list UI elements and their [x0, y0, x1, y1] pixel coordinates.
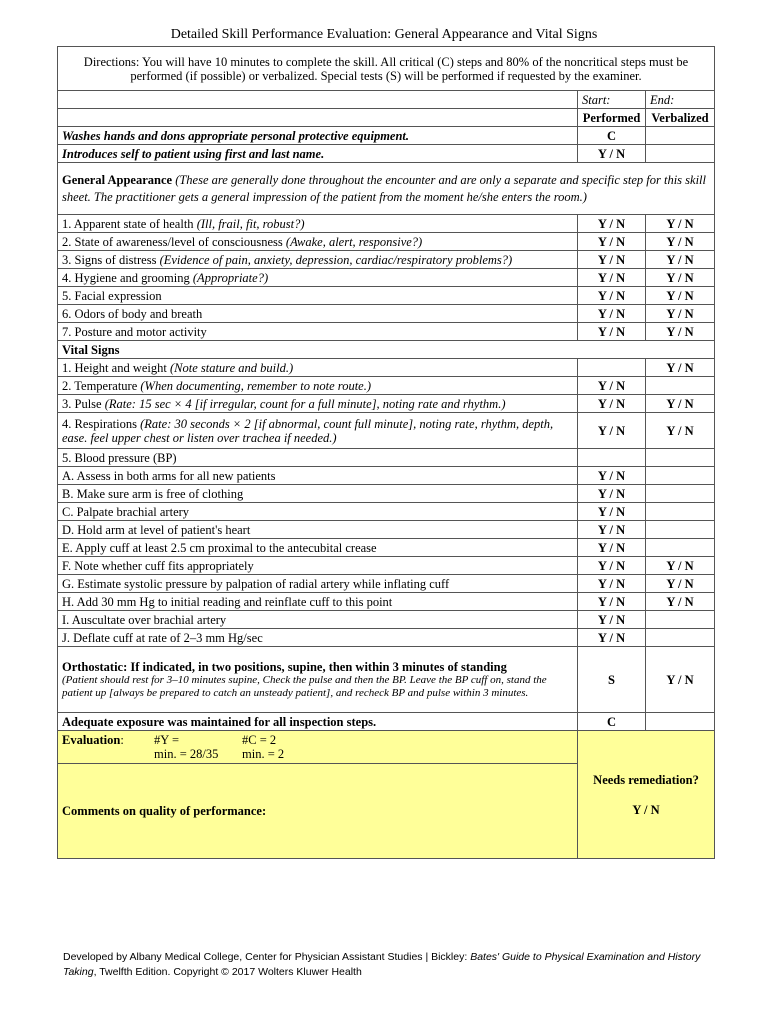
item-cell: [58, 413, 578, 449]
performed-cell: Y / N: [578, 269, 646, 287]
performed-cell: Y / N: [578, 503, 646, 521]
item-row: [58, 395, 715, 413]
item-cell: [58, 269, 578, 287]
verbalized-cell: [646, 629, 715, 647]
item-row: [58, 233, 715, 251]
verbalized-cell: Y / N: [646, 251, 715, 269]
verbalized-cell: Y / N: [646, 575, 715, 593]
item-cell: [58, 395, 578, 413]
verbalized-cell: Y / N: [646, 359, 715, 377]
item-text: F. Note whether cuff fits appropriately: [62, 558, 254, 573]
item-note: (Appropriate?): [192, 270, 269, 285]
performed-cell: Y / N: [578, 215, 646, 233]
item-text: 6. Odors of body and breath: [62, 306, 203, 321]
item-text: E. Apply cuff at least 2.5 cm proximal to the antecubital crease: [62, 540, 377, 555]
verbalized-cell: [646, 713, 715, 731]
verbalized-cell: Y / N: [646, 395, 715, 413]
end-label: End:: [646, 91, 715, 109]
verbalized-cell: [646, 485, 715, 503]
verbalized-cell: Y / N: [646, 287, 715, 305]
general-appearance-header-row: [58, 163, 715, 215]
item-note: (Rate: 30 seconds × 2 [if abnormal, count full minute], noting rate, rhythm, depth, ease. feel upper chest or listen over trachea if needed.): [62, 416, 554, 445]
item-row: [58, 575, 715, 593]
verbalized-cell: Y / N: [646, 413, 715, 449]
exposure-text: Adequate exposure was maintained for all inspection steps.: [58, 713, 578, 731]
verbalized-cell: [646, 521, 715, 539]
item-text: 1. Apparent state of health: [62, 216, 197, 231]
item-cell: [58, 305, 578, 323]
performed-cell: C: [578, 713, 646, 731]
footer-book-title: Bates' Guide to Physical Examination and History Taking: [63, 951, 701, 978]
item-cell: [58, 539, 578, 557]
evaluation-table: [57, 46, 715, 859]
item-note: (Rate: 15 sec × 4 [if irregular, count for a full minute], noting rate and rhythm.): [104, 396, 506, 411]
performed-cell: Y / N: [578, 233, 646, 251]
verbalized-cell: [646, 503, 715, 521]
verbalized-cell: Y / N: [646, 305, 715, 323]
general-appearance-note: (These are generally done throughout the encounter and are only a separate and specific step for this skill sheet. The practitioner gets a general impression of the patient from the moment he/she enters the room.): [62, 172, 706, 204]
vital-signs-heading: Vital Signs: [58, 341, 715, 359]
performed-cell: Y / N: [578, 251, 646, 269]
item-row: [58, 611, 715, 629]
intro-text: Introduces self to patient using first and last name.: [58, 145, 578, 163]
verbalized-cell: [646, 127, 715, 145]
item-text: B. Make sure arm is free of clothing: [62, 486, 244, 501]
evaluation-label: Evaluation: [62, 733, 121, 747]
column-header-row: [58, 109, 715, 127]
remediation-cell: [578, 731, 715, 859]
item-cell: [58, 215, 578, 233]
item-row: [58, 485, 715, 503]
item-row: [58, 521, 715, 539]
performed-cell: Y / N: [578, 611, 646, 629]
verbalized-header: Verbalized: [646, 109, 715, 127]
performed-cell: Y / N: [578, 485, 646, 503]
item-text: I. Auscultate over brachial artery: [62, 612, 227, 627]
start-label: Start:: [578, 91, 646, 109]
item-text: 5. Facial expression: [62, 288, 162, 303]
performed-cell: Y / N: [578, 557, 646, 575]
intro-row: [58, 145, 715, 163]
item-text: D. Hold arm at level of patient's heart: [62, 522, 251, 537]
item-cell: [58, 575, 578, 593]
item-row: [58, 287, 715, 305]
c-min: min. = 2: [242, 747, 285, 761]
item-row: [58, 377, 715, 395]
item-row: [58, 305, 715, 323]
evaluation-cell: [58, 731, 578, 764]
item-note: (Note stature and build.): [169, 360, 294, 375]
performed-cell: C: [578, 127, 646, 145]
verbalized-cell: Y / N: [646, 233, 715, 251]
evaluation-colon: :: [120, 733, 124, 747]
item-text: 7. Posture and motor activity: [62, 324, 207, 339]
intro-row: [58, 127, 715, 145]
item-row: [58, 467, 715, 485]
y-count: #Y =: [154, 733, 179, 747]
exposure-row: [58, 713, 715, 731]
verbalized-cell: Y / N: [646, 593, 715, 611]
item-row: [58, 593, 715, 611]
evaluation-row: [58, 731, 715, 764]
item-note: (Evidence of pain, anxiety, depression, cardiac/respiratory problems?): [159, 252, 513, 267]
performed-cell: Y / N: [578, 377, 646, 395]
item-cell: [58, 485, 578, 503]
performed-cell: Y / N: [578, 593, 646, 611]
y-min: min. = 28/35: [154, 747, 219, 761]
item-cell: [58, 323, 578, 341]
verbalized-cell: [646, 611, 715, 629]
orthostatic-heading: Orthostatic: If indicated, in two positions, supine, then within 3 minutes of standing: [62, 659, 507, 674]
item-row: [58, 449, 715, 467]
page-title: Detailed Skill Performance Evaluation: General Appearance and Vital Signs: [170, 27, 598, 42]
item-cell: [58, 611, 578, 629]
item-cell: [58, 467, 578, 485]
item-row: [58, 251, 715, 269]
performed-cell: Y / N: [578, 629, 646, 647]
item-row: [58, 629, 715, 647]
orthostatic-row: [58, 647, 715, 713]
item-row: [58, 269, 715, 287]
item-cell: [58, 449, 578, 467]
performed-cell: Y / N: [578, 323, 646, 341]
item-note: (Awake, alert, responsive?): [285, 234, 423, 249]
item-note: (When documenting, remember to note route.): [140, 378, 371, 393]
item-cell: [58, 557, 578, 575]
item-row: [58, 323, 715, 341]
item-cell: [58, 593, 578, 611]
item-text: 5. Blood pressure (BP): [62, 450, 177, 465]
item-text: 1. Height and weight: [62, 360, 170, 375]
item-text: 4. Hygiene and grooming: [62, 270, 193, 285]
verbalized-cell: [646, 449, 715, 467]
verbalized-cell: [646, 467, 715, 485]
item-row: [58, 215, 715, 233]
general-appearance-heading: General Appearance: [62, 172, 173, 187]
performed-cell: Y / N: [578, 287, 646, 305]
verbalized-cell: Y / N: [646, 557, 715, 575]
item-row: [58, 359, 715, 377]
performed-cell: [578, 359, 646, 377]
footer: [63, 950, 713, 980]
performed-cell: S: [578, 647, 646, 713]
vital-signs-header-row: [58, 341, 715, 359]
item-text: J. Deflate cuff at rate of 2–3 mm Hg/sec: [62, 630, 263, 645]
item-row: [58, 557, 715, 575]
verbalized-cell: Y / N: [646, 215, 715, 233]
item-row: [58, 503, 715, 521]
verbalized-cell: Y / N: [646, 647, 715, 713]
item-text: A. Assess in both arms for all new patients: [62, 468, 276, 483]
comments-label: Comments on quality of performance:: [58, 764, 578, 859]
footer-prefix: Developed by Albany Medical College, Center for Physician Assistant Studies | Bickley:: [63, 951, 471, 963]
item-text: G. Estimate systolic pressure by palpation of radial artery while inflating cuff: [62, 576, 450, 591]
performed-header: Performed: [578, 109, 646, 127]
orthostatic-note: (Patient should rest for 3–10 minutes supine, Check the pulse and then the BP. Leave the BP cuff on, stand the patient up [always be prepared to catch an unsteady patient], and recheck BP and pulse within 3 minutes.: [62, 673, 547, 699]
performed-cell: Y / N: [578, 521, 646, 539]
performed-cell: Y / N: [578, 413, 646, 449]
directions-row: [58, 47, 715, 91]
performed-cell: Y / N: [578, 145, 646, 163]
performed-cell: Y / N: [578, 305, 646, 323]
item-cell: [58, 377, 578, 395]
directions-text: Directions: You will have 10 minutes to complete the skill. All critical (C) steps and 80% of the noncritical steps must be performed (if possible) or verbalized. Special tests (S) will be performed if requested by the examiner.: [58, 47, 715, 91]
item-cell: [58, 359, 578, 377]
verbalized-cell: [646, 377, 715, 395]
footer-suffix: , Twelfth Edition. Copyright © 2017 Wolters Kluwer Health: [93, 966, 362, 978]
item-row: [58, 539, 715, 557]
intro-text: Washes hands and dons appropriate personal protective equipment.: [58, 127, 578, 145]
performed-cell: Y / N: [578, 575, 646, 593]
item-row: [58, 413, 715, 449]
start-end-row: [58, 91, 715, 109]
item-text: 3. Signs of distress: [62, 252, 160, 267]
item-cell: [58, 251, 578, 269]
item-cell: [58, 287, 578, 305]
item-text: 4. Respirations: [62, 416, 141, 431]
performed-cell: Y / N: [578, 467, 646, 485]
item-text: 2. Temperature: [62, 378, 141, 393]
verbalized-cell: [646, 539, 715, 557]
verbalized-cell: [646, 145, 715, 163]
item-cell: [58, 629, 578, 647]
remediation-value: Y / N: [632, 802, 660, 817]
item-cell: [58, 233, 578, 251]
item-text: 3. Pulse: [62, 396, 105, 411]
verbalized-cell: Y / N: [646, 323, 715, 341]
remediation-label: Needs remediation?: [593, 772, 699, 787]
performed-cell: Y / N: [578, 539, 646, 557]
c-count: #C = 2: [242, 733, 277, 747]
performed-cell: Y / N: [578, 395, 646, 413]
verbalized-cell: Y / N: [646, 269, 715, 287]
item-note: (Ill, frail, fit, robust?): [196, 216, 305, 231]
item-cell: [58, 503, 578, 521]
item-text: C. Palpate brachial artery: [62, 504, 190, 519]
item-cell: [58, 521, 578, 539]
item-text: H. Add 30 mm Hg to initial reading and reinflate cuff to this point: [62, 594, 393, 609]
item-text: 2. State of awareness/level of consciousness: [62, 234, 286, 249]
performed-cell: [578, 449, 646, 467]
